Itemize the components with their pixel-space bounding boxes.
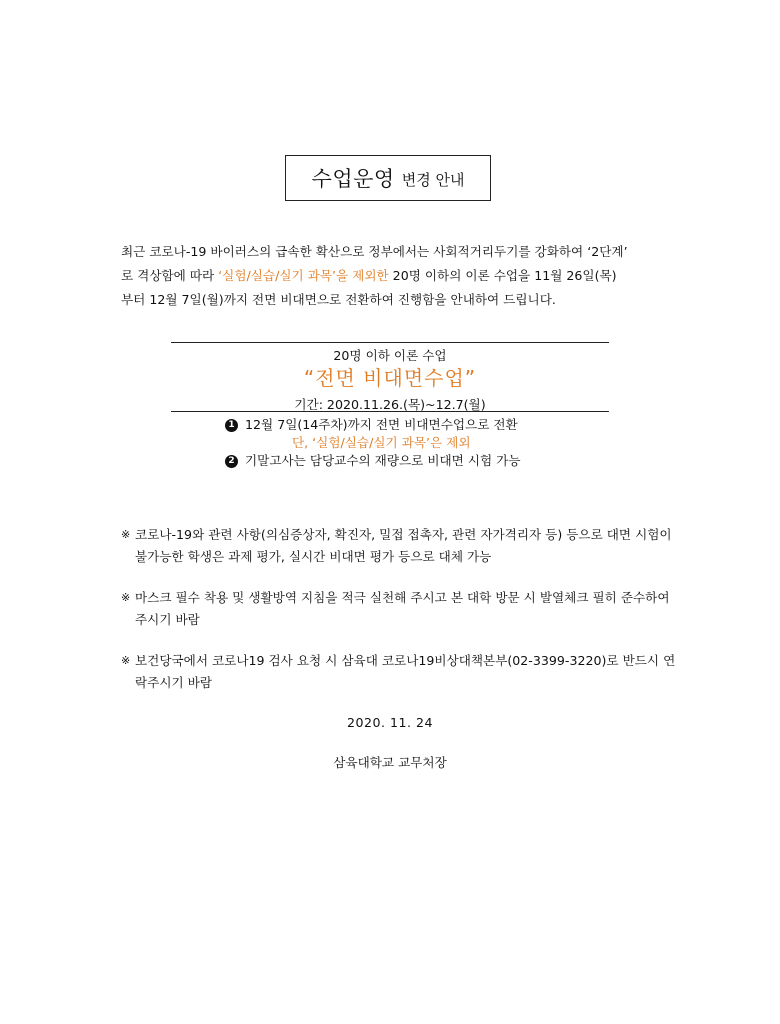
notes-list xyxy=(121,524,676,713)
intro-paragraph xyxy=(121,240,661,312)
reference-mark-icon: ※ xyxy=(121,591,131,604)
bullet-item-2-text: 기말고사는 담당교수의 재량으로 비대면 시험 가능 xyxy=(245,453,521,468)
reference-mark-icon: ※ xyxy=(121,528,131,541)
note-text: 마스크 필수 착용 및 생활방역 지침을 적극 실천해 주시고 본 대학 방문 시 발열체크 필히 준수하여 주시기 바람 xyxy=(135,590,670,627)
intro-highlight: ‘실험/실습/실기 과목’을 제외한 xyxy=(218,268,389,283)
title-box xyxy=(285,155,491,201)
intro-line-2-end: 20명 이하의 이론 수업을 11월 26일(목) xyxy=(388,268,617,283)
intro-line-3: 부터 12월 7일(월)까지 전면 비대면으로 전환하여 진행함을 안내하여 드립니다. xyxy=(121,292,556,307)
box-period: 기간: 2020.11.26.(목)~12.7(월) xyxy=(294,397,486,412)
number-one-icon: 1 xyxy=(225,419,238,432)
intro-line-2 xyxy=(121,264,661,288)
box-title: “전면 비대면수업” xyxy=(303,366,477,390)
note-item xyxy=(121,587,676,631)
intro-line-1: 최근 코로나-19 바이러스의 급속한 확산으로 정부에서는 사회적거리두기를 강화하여 ‘2단계’ xyxy=(121,244,628,259)
bullet-item-1 xyxy=(225,416,521,434)
note-item xyxy=(121,524,676,568)
box-bottom-rule xyxy=(171,411,609,412)
box-top-rule xyxy=(171,342,609,343)
title-main: 수업운영 xyxy=(311,167,395,191)
title-sub: 변경 안내 xyxy=(401,171,465,189)
note-text: 코로나-19와 관련 사항(의심증상자, 확진자, 밀접 접촉자, 관련 자가격리자 등) 등으로 대면 시험이 불가능한 학생은 과제 평가, 실시간 비대면 평가 등으로 대체 가능 xyxy=(135,527,672,564)
box-subtitle: 20명 이하 이론 수업 xyxy=(333,348,447,363)
reference-mark-icon: ※ xyxy=(121,654,131,667)
bullet-item-1-text: 12월 7일(14주차)까지 전면 비대면수업으로 전환 xyxy=(245,417,518,432)
notice-signer: 삼육대학교 교무처장 xyxy=(333,755,447,770)
note-text: 보건당국에서 코로나19 검사 요청 시 삼육대 코로나19비상대책본부(02-3399-3220)로 반드시 연락주시기 바람 xyxy=(135,653,676,690)
note-item xyxy=(121,650,676,694)
number-two-icon: 2 xyxy=(225,455,238,468)
notice-date: 2020. 11. 24 xyxy=(346,715,434,730)
intro-line-2-start: 로 격상함에 따라 xyxy=(121,268,219,283)
bullet-item-1-note: 단, ‘실험/실습/실기 과목’은 제외 xyxy=(292,435,471,450)
bullet-item-2 xyxy=(225,452,521,470)
bullet-list xyxy=(225,416,521,470)
